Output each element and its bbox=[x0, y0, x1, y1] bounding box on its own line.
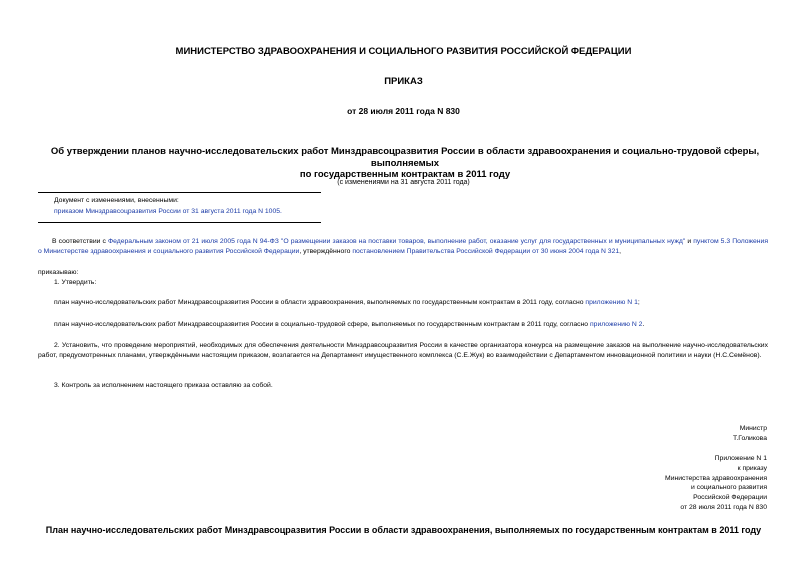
appendix-header bbox=[567, 454, 767, 513]
item-1a-text: план научно-исследовательских работ Минздравсоцразвития России в области здравоохранения, выполняемых по государственным контрактам в 2011 году, согласно bbox=[54, 299, 586, 306]
divider-top bbox=[38, 192, 321, 193]
changes-label: Документ с изменениями, внесенными: bbox=[54, 197, 179, 204]
ministry-header: МИНИСТЕРСТВО ЗДРАВООХРАНЕНИЯ И СОЦИАЛЬНОГО РАЗВИТИЯ РОССИЙСКОЙ ФЕДЕРАЦИИ bbox=[175, 46, 632, 57]
amendment-note: (с изменениями на 31 августа 2011 года) bbox=[337, 179, 470, 186]
item-3: 3. Контроль за исполнением настоящего приказа оставляю за собой. bbox=[54, 382, 273, 389]
appendix-1-link[interactable]: приложению N 1 bbox=[585, 299, 638, 306]
signature-position: Министр bbox=[739, 425, 767, 432]
regulation-link[interactable]: пунктом 5.3 Положения о Министерстве здравоохранения и социального развития Российской Федерации bbox=[38, 238, 769, 255]
item-1a bbox=[54, 298, 754, 308]
document-type: ПРИКАЗ bbox=[384, 76, 423, 87]
document-title-line1: Об утверждении планов научно-исследовательских работ Минздравсоцразвития России в области здравоохранения и социально-трудовой сферы, выполняемых bbox=[50, 146, 760, 169]
appendix-line2: к приказу bbox=[737, 464, 767, 472]
item-1b-end: . bbox=[642, 321, 645, 328]
preamble-end: , bbox=[619, 248, 622, 255]
appendix-line6: от 28 июля 2011 года N 830 bbox=[680, 503, 767, 511]
appendix-line3: Министерства здравоохранения bbox=[665, 474, 767, 482]
federal-law-link[interactable]: Федеральным законом от 21 июля 2005 года N 94-ФЗ "О размещении заказов на поставки товаров, выполнение работ, оказание услуг для государственных и муниципальных нужд" bbox=[107, 238, 686, 245]
document-date: от 28 июля 2011 года N 830 bbox=[347, 106, 460, 116]
item-1b-text: план научно-исследовательских работ Минздравсоцразвития России в социально-трудовой сфере, выполняемых по государственным контрактам в 2011 году, согласно bbox=[54, 321, 590, 328]
preamble-approved: , утверждённого bbox=[299, 248, 353, 255]
signature-block bbox=[567, 424, 767, 444]
order-word: приказываю: bbox=[38, 269, 79, 276]
government-decree-link[interactable]: постановлением Правительства Российской Федерации от 30 июня 2004 года N 321 bbox=[352, 248, 620, 255]
appendix-line1: Приложение N 1 bbox=[714, 455, 767, 462]
preamble-paragraph bbox=[38, 237, 768, 257]
divider-bottom bbox=[38, 222, 321, 223]
document-title-line2: по государственным контрактам в 2011 году bbox=[299, 169, 511, 180]
plan-title: План научно-исследовательских работ Минздравсоцразвития России в области здравоохранения, выполняемых по государственным контрактам в 2011 году bbox=[45, 525, 762, 535]
preamble-prefix: В соответствии с bbox=[52, 238, 108, 245]
appendix-line4: и социального развития bbox=[690, 484, 767, 492]
item-1a-end: ; bbox=[637, 299, 640, 306]
appendix-2-link[interactable]: приложению N 2 bbox=[589, 321, 643, 328]
item-1: 1. Утвердить: bbox=[54, 279, 97, 286]
appendix-line5: Российской Федерации bbox=[693, 494, 767, 502]
item-1b bbox=[54, 320, 754, 330]
signature-name: Т.Голикова bbox=[732, 435, 767, 442]
item-2: 2. Установить, что проведение мероприятий, необходимых для обеспечения деятельности Минздравсоцразвития России в качестве организатора конкурса на размещение заказов на выполнение научно-исследовательских работ, предусмотренных планами, утверждёнными настоящим приказом, возлагается на Департамент имущественного комплекса (С.Е.Жук) во взаимодействии с Департаментом инновационной политики и науки (Н.С.Семёнов). bbox=[38, 342, 768, 359]
document-title bbox=[30, 146, 780, 181]
preamble-and: и bbox=[685, 238, 694, 245]
changes-link[interactable]: приказом Минздравсоцразвития России от 31 августа 2011 года N 1005. bbox=[54, 208, 282, 215]
